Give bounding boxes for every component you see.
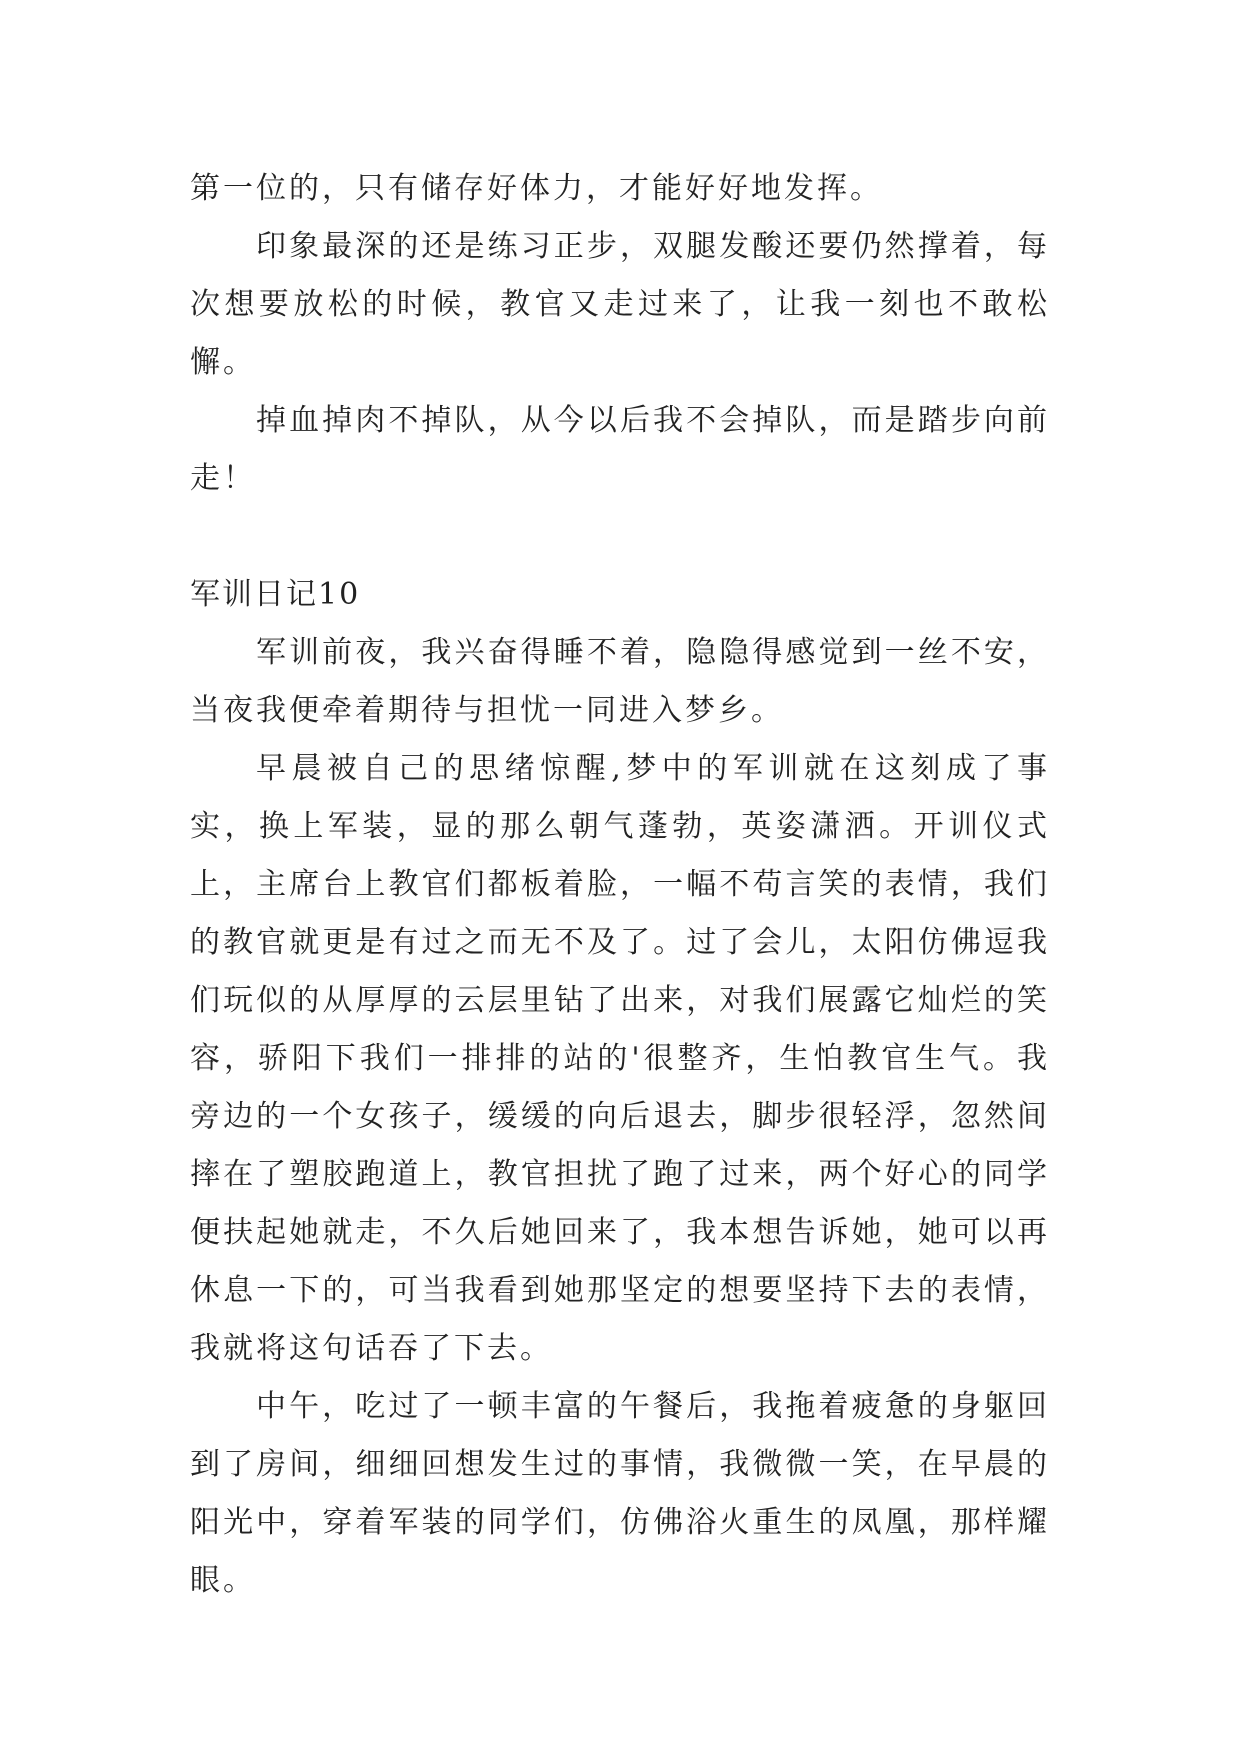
- paragraph-noon-reflection: 中午，吃过了一顿丰富的午餐后，我拖着疲惫的身躯回到了房间，细细回想发生过的事情，我微微一笑，在早晨的阳光中，穿着军装的同学们，仿佛浴火重生的凤凰，那样耀眼。: [190, 1389, 1050, 1598]
- paragraph-morning-ceremony: 早晨被自己的思绪惊醒,梦中的军训就在这刻成了事实，换上军装，显的那么朝气蓬勃，英姿潇洒。开训仪式上，主席台上教官们都板着脸，一幅不苟言笑的表情，我们的教官就更是有过之而无不及了。过了会儿，太阳仿佛逗我们玩似的从厚厚的云层里钻了出来，对我们展露它灿烂的笑容，骄阳下我们一排排的站的'很整齐，生怕教官生气。我旁边的一个女孩子，缓缓的向后退去，脚步很轻浮，忽然间摔在了塑胶跑道上，教官担扰了跑了过来，两个好心的同学便扶起她就走，不久后她回来了，我本想告诉她，她可以再休息一下的，可当我看到她那坚定的想要坚持下去的表情，我就将这句话吞了下去。: [190, 751, 1050, 1366]
- paragraph-eve-of-training: 军训前夜，我兴奋得睡不着，隐隐得感觉到一丝不安，当夜我便牵着期待与担忧一同进入梦乡。: [190, 635, 1050, 728]
- paragraph-never-fall-behind: 掉血掉肉不掉队，从今以后我不会掉队，而是踏步向前走！: [190, 403, 1050, 496]
- section-heading: 军训日记10: [190, 577, 361, 612]
- paragraph-continuation: 第一位的，只有储存好体力，才能好好地发挥。: [190, 171, 883, 206]
- paragraph-goose-step: 印象最深的还是练习正步，双腿发酸还要仍然撑着，每次想要放松的时候，教官又走过来了，让我一刻也不敢松懈。: [190, 229, 1050, 380]
- document-body: [190, 160, 1050, 1610]
